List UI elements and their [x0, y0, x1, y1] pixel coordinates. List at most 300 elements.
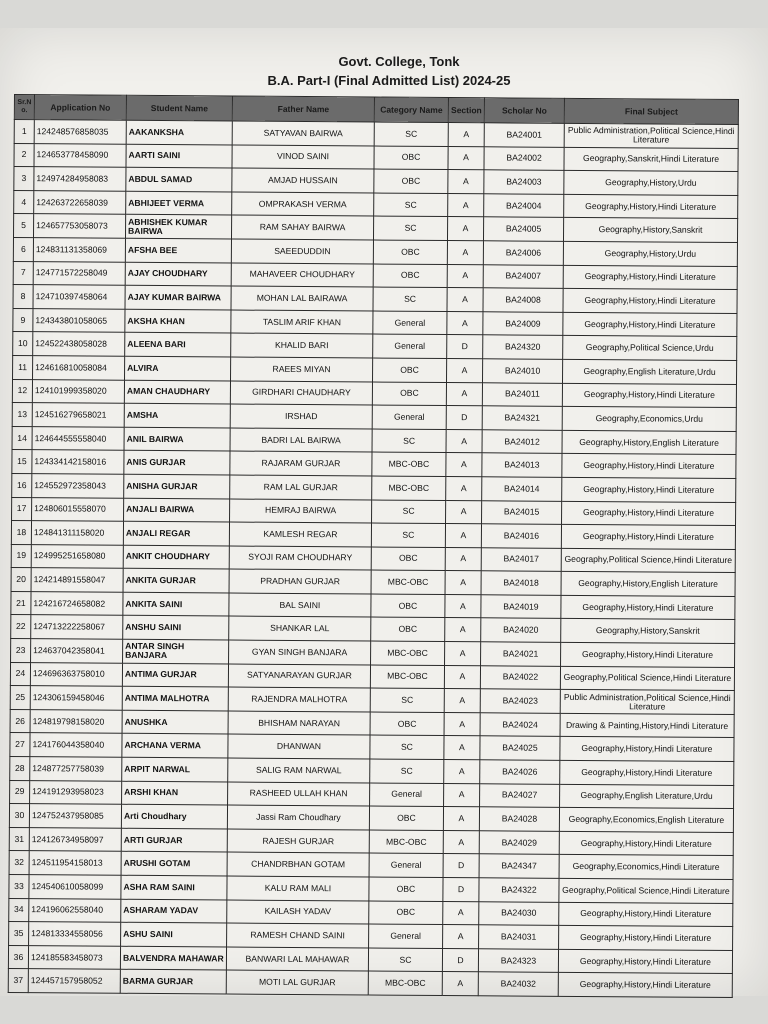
cell-scholar-no: BA24030 [479, 901, 559, 925]
cell-section: A [446, 500, 482, 524]
cell-scholar-no: BA24323 [478, 949, 558, 973]
cell-section: A [447, 217, 483, 241]
cell-application-no: 124214891558047 [31, 568, 123, 592]
cell-student-name: AFSHA BEE [125, 238, 231, 262]
cell-student-name: ARUSHI GOTAM [121, 852, 227, 876]
cell-final-subject: Geography,History,Hindi Literature [558, 973, 732, 998]
cell-final-subject: Geography,History,English Literature [561, 572, 735, 597]
cell-category: MBC-OBC [371, 570, 445, 594]
cell-sr-no: 6 [13, 237, 33, 261]
cell-final-subject: Geography,History,Hindi Literature [562, 383, 736, 408]
cell-final-subject: Geography,Sanskrit,Hindi Literature [564, 147, 738, 172]
cell-father-name: VINOD SAINI [232, 145, 374, 170]
cell-final-subject: Geography,History,Urdu [564, 171, 738, 196]
cell-final-subject: Geography,History,Hindi Literature [559, 831, 733, 856]
cell-final-subject: Geography,History,Hindi Literature [562, 477, 736, 502]
cell-scholar-no: BA24011 [482, 382, 562, 406]
cell-father-name: Jassi Ram Choudhary [227, 805, 369, 830]
cell-scholar-no: BA24027 [480, 783, 560, 807]
cell-final-subject: Geography,History,Hindi Literature [562, 454, 736, 479]
cell-section: A [446, 382, 482, 406]
cell-application-no: 124771572258049 [33, 261, 125, 285]
cell-sr-no: 9 [13, 308, 33, 332]
cell-student-name: ANIL BAIRWA [124, 427, 230, 451]
cell-sr-no: 17 [12, 497, 32, 521]
cell-application-no: 124334142158016 [32, 450, 124, 474]
cell-application-no: 124185583458073 [28, 945, 120, 969]
cell-final-subject: Geography,English Literature,Urdu [560, 784, 734, 809]
table-body [8, 120, 738, 998]
cell-scholar-no: BA24025 [480, 736, 560, 760]
cell-application-no: 124657753058073 [33, 214, 125, 238]
cell-father-name: KHALID BARI [231, 333, 373, 358]
cell-category: OBC [374, 146, 448, 170]
cell-student-name: ALVIRA [125, 356, 231, 380]
cell-father-name: MOHAN LAL BAIRAWA [231, 286, 373, 311]
cell-scholar-no: BA24347 [479, 854, 559, 878]
cell-student-name: ARSHI KHAN [122, 781, 228, 805]
cell-student-name: ANIS GURJAR [124, 451, 230, 475]
cell-section: A [445, 618, 481, 642]
cell-category: SC [374, 193, 448, 217]
cell-final-subject: Public Administration,Political Science,Hindi Literature [564, 123, 738, 148]
header-student-name: Student Name [126, 95, 232, 121]
cell-father-name: MOTI LAL GURJAR [226, 970, 368, 995]
cell-student-name: ARCHANA VERMA [122, 734, 228, 758]
cell-section: A [445, 642, 481, 666]
cell-final-subject: Geography,History,Hindi Literature [560, 737, 734, 762]
cell-category: SC [372, 429, 446, 453]
cell-final-subject: Geography,Economics,English Literature [559, 808, 733, 833]
cell-final-subject: Geography,History,Hindi Literature [559, 926, 733, 951]
cell-scholar-no: BA24008 [483, 288, 563, 312]
cell-section: A [448, 146, 484, 170]
cell-application-no: 124263722658039 [34, 190, 126, 214]
cell-section: A [448, 170, 484, 194]
cell-father-name: RAM LAL GURJAR [230, 475, 372, 500]
cell-final-subject: Geography,History,Hindi Literature [562, 501, 736, 526]
cell-application-no: 124974284958083 [34, 167, 126, 191]
cell-father-name: RAJARAM GURJAR [230, 451, 372, 476]
cell-application-no: 124995251658080 [31, 544, 123, 568]
admitted-list-table [8, 94, 739, 998]
cell-sr-no: 20 [11, 568, 31, 592]
cell-application-no: 124522438058028 [33, 332, 125, 356]
cell-application-no: 124616810058084 [33, 356, 125, 380]
cell-scholar-no: BA24009 [483, 312, 563, 336]
cell-section: A [444, 689, 480, 713]
cell-sr-no: 21 [11, 591, 31, 615]
cell-student-name: AMSHA [124, 403, 230, 427]
cell-application-no: 124710397458064 [33, 285, 125, 309]
cell-scholar-no: BA24026 [480, 760, 560, 784]
cell-section: D [443, 878, 479, 902]
header-scholar-no: Scholar No [484, 98, 564, 124]
cell-application-no: 124713222258067 [31, 615, 123, 639]
cell-category: SC [370, 688, 444, 712]
cell-sr-no: 34 [9, 898, 29, 922]
cell-scholar-no: BA24028 [479, 807, 559, 831]
cell-section: A [443, 807, 479, 831]
cell-student-name: ANTIMA GURJAR [122, 663, 228, 687]
cell-section: A [445, 547, 481, 571]
cell-father-name: SHANKAR LAL [229, 616, 371, 641]
cell-category: MBC-OBC [371, 641, 445, 665]
cell-section: A [445, 571, 481, 595]
cell-final-subject: Geography,Political Science,Hindi Literature [559, 878, 733, 903]
cell-father-name: AMJAD HUSSAIN [232, 168, 374, 193]
table-row [8, 969, 732, 998]
cell-section: A [447, 240, 483, 264]
cell-father-name: PRADHAN GURJAR [229, 569, 371, 594]
cell-final-subject: Geography,History,Hindi Literature [564, 194, 738, 219]
cell-category: MBC-OBC [368, 971, 442, 995]
cell-category: OBC [372, 382, 446, 406]
cell-final-subject: Geography,History,Hindi Literature [560, 760, 734, 785]
cell-application-no: 124343801058065 [33, 308, 125, 332]
cell-section: A [444, 783, 480, 807]
cell-section: A [445, 594, 481, 618]
cell-father-name: RAJENDRA MALHOTRA [228, 687, 370, 712]
cell-section: A [446, 476, 482, 500]
cell-student-name: ASHU SAINI [121, 922, 227, 946]
cell-scholar-no: BA24322 [479, 878, 559, 902]
cell-application-no: 124819798158020 [30, 709, 122, 733]
cell-application-no: 124696363758010 [30, 662, 122, 686]
cell-father-name: RAEES MIYAN [231, 357, 373, 382]
cell-scholar-no: BA24032 [478, 972, 558, 996]
cell-category: OBC [371, 617, 445, 641]
cell-section: A [447, 288, 483, 312]
cell-father-name: SYOJI RAM CHOUDHARY [229, 546, 371, 571]
cell-application-no: 124841311158020 [31, 521, 123, 545]
cell-sr-no: 15 [12, 450, 32, 474]
cell-application-no: 124877257758039 [30, 757, 122, 781]
cell-category: General [370, 783, 444, 807]
cell-student-name: AARTI SAINI [126, 144, 232, 168]
cell-sr-no: 33 [9, 874, 29, 898]
cell-student-name: ANSHU SAINI [123, 616, 229, 640]
cell-student-name: ANJALI BAIRWA [124, 498, 230, 522]
cell-student-name: BARMA GURJAR [120, 970, 226, 994]
header-section: Section [448, 98, 484, 123]
cell-section: D [442, 948, 478, 972]
cell-category: MBC-OBC [372, 476, 446, 500]
cell-scholar-no: BA24004 [484, 194, 564, 218]
cell-section: A [443, 901, 479, 925]
cell-father-name: BANWARI LAL MAHAWAR [226, 947, 368, 972]
cell-scholar-no: BA24015 [482, 500, 562, 524]
cell-sr-no: 4 [14, 190, 34, 214]
cell-category: OBC [369, 901, 443, 925]
cell-father-name: BHISHAM NARAYAN [228, 711, 370, 736]
cell-final-subject: Geography,Economics,Urdu [562, 406, 736, 431]
cell-student-name: ANKITA GURJAR [123, 569, 229, 593]
cell-section: A [444, 760, 480, 784]
cell-father-name: SALIG RAM NARWAL [228, 758, 370, 783]
cell-category: OBC [369, 877, 443, 901]
cell-application-no: 124196062558040 [29, 898, 121, 922]
cell-father-name: CHANDRBHAN GOTAM [227, 852, 369, 877]
cell-sr-no: 30 [9, 804, 29, 828]
header-category-name: Category Name [374, 97, 448, 123]
cell-category: SC [372, 500, 446, 524]
cell-father-name: GIRDHARI CHAUDHARY [230, 381, 372, 406]
cell-final-subject: Geography,Economics,Hindi Literature [559, 855, 733, 880]
header-application-no: Application No [34, 95, 126, 121]
cell-sr-no: 32 [9, 851, 29, 875]
cell-student-name: Arti Choudhary [121, 804, 227, 828]
cell-father-name: KAMLESH REGAR [229, 522, 371, 547]
cell-category: SC [374, 122, 448, 146]
cell-scholar-no: BA24014 [482, 477, 562, 501]
cell-section: A [442, 972, 478, 996]
cell-father-name: SAEEDUDDIN [231, 239, 373, 264]
cell-sr-no: 18 [11, 521, 31, 545]
cell-category: MBC-OBC [369, 830, 443, 854]
cell-father-name: TASLIM ARIF KHAN [231, 310, 373, 335]
cell-student-name: BALVENDRA MAHAWAR [120, 946, 226, 970]
cell-final-subject: Geography,English Literature,Urdu [562, 359, 736, 384]
cell-father-name: IRSHAD [230, 404, 372, 429]
cell-father-name: BAL SAINI [229, 593, 371, 618]
document-header [0, 54, 768, 88]
cell-father-name: RAMESH CHAND SAINI [227, 923, 369, 948]
cell-student-name: ASHARAM YADAV [121, 899, 227, 923]
cell-application-no: 124248576858035 [34, 120, 126, 144]
cell-student-name: ABDUL SAMAD [126, 167, 232, 191]
cell-sr-no: 29 [10, 780, 30, 804]
cell-sr-no: 35 [9, 922, 29, 946]
cell-final-subject: Drawing & Painting,History,Hindi Literature [560, 713, 734, 738]
cell-sr-no: 28 [10, 757, 30, 781]
cell-category: OBC [371, 547, 445, 571]
cell-section: A [447, 311, 483, 335]
cell-sr-no: 14 [12, 426, 32, 450]
cell-sr-no: 26 [10, 709, 30, 733]
cell-father-name: KALU RAM MALI [227, 876, 369, 901]
cell-father-name: SATYAVAN BAIRWA [232, 121, 374, 146]
header-sr-no: Sr.N o. [14, 95, 34, 120]
cell-scholar-no: BA24016 [481, 524, 561, 548]
cell-scholar-no: BA24007 [483, 264, 563, 288]
cell-application-no: 124516279658021 [32, 403, 124, 427]
cell-final-subject: Geography,History,Urdu [563, 241, 737, 266]
cell-final-subject: Geography,History,Hindi Literature [563, 312, 737, 337]
cell-category: SC [373, 287, 447, 311]
cell-sr-no: 11 [13, 355, 33, 379]
cell-scholar-no: BA24013 [482, 453, 562, 477]
cell-student-name: ABHISHEK KUMAR BAIRWA [125, 215, 231, 239]
cell-final-subject: Geography,Political Science,Hindi Literature [560, 666, 734, 691]
cell-application-no: 124813334558056 [29, 922, 121, 946]
cell-student-name: ALEENA BARI [125, 333, 231, 357]
cell-father-name: RAJESH GURJAR [227, 829, 369, 854]
cell-student-name: ANTAR SINGH BANJARA [123, 639, 229, 663]
cell-sr-no: 12 [12, 379, 32, 403]
cell-section: A [448, 193, 484, 217]
cell-final-subject: Geography,History,Hindi Literature [563, 288, 737, 313]
cell-student-name: ABHIJEET VERMA [126, 191, 232, 215]
cell-father-name: MAHAVEER CHOUDHARY [231, 263, 373, 288]
cell-category: General [373, 334, 447, 358]
cell-application-no: 124216724658082 [31, 592, 123, 616]
cell-section: A [445, 524, 481, 548]
cell-final-subject: Geography,History,Hindi Literature [563, 265, 737, 290]
cell-scholar-no: BA24320 [483, 335, 563, 359]
cell-category: SC [370, 735, 444, 759]
cell-sr-no: 16 [12, 473, 32, 497]
cell-final-subject: Geography,History,Hindi Literature [558, 949, 732, 974]
header-final-subject: Final Subject [564, 98, 738, 124]
cell-student-name: AAKANKSHA [126, 120, 232, 144]
cell-student-name: AKSHA KHAN [125, 309, 231, 333]
cell-category: OBC [373, 240, 447, 264]
cell-student-name: ANKIT CHOUDHARY [123, 545, 229, 569]
cell-application-no: 124126734958097 [29, 827, 121, 851]
cell-application-no: 124176044358040 [30, 733, 122, 757]
college-title: Govt. College, Tonk [338, 54, 460, 69]
cell-application-no: 124552972358043 [32, 474, 124, 498]
cell-application-no: 124540610058099 [29, 875, 121, 899]
cell-final-subject: Geography,History,Sanskrit [561, 619, 735, 644]
cell-category: SC [368, 948, 442, 972]
cell-section: A [444, 712, 480, 736]
cell-section: A [446, 358, 482, 382]
cell-category: MBC-OBC [372, 452, 446, 476]
cell-scholar-no: BA24005 [483, 217, 563, 241]
cell-sr-no: 3 [14, 167, 34, 191]
cell-scholar-no: BA24021 [481, 642, 561, 666]
cell-sr-no: 27 [10, 733, 30, 757]
cell-father-name: RASHEED ULLAH KHAN [228, 782, 370, 807]
cell-section: D [446, 406, 482, 430]
cell-category: MBC-OBC [370, 665, 444, 689]
cell-final-subject: Geography,History,Hindi Literature [561, 524, 735, 549]
cell-student-name: ASHA RAM SAINI [121, 875, 227, 899]
cell-sr-no: 8 [13, 285, 33, 309]
cell-scholar-no: BA24018 [481, 571, 561, 595]
cell-category: OBC [373, 358, 447, 382]
cell-application-no: 124457157958052 [28, 969, 120, 993]
cell-final-subject: Geography,History,Sanskrit [563, 218, 737, 243]
cell-section: A [443, 925, 479, 949]
cell-sr-no: 10 [13, 332, 33, 356]
cell-sr-no: 23 [11, 639, 31, 663]
cell-category: OBC [374, 169, 448, 193]
cell-section: A [448, 123, 484, 147]
cell-father-name: RAM SAHAY BAIRWA [231, 215, 373, 240]
cell-scholar-no: BA24019 [481, 595, 561, 619]
cell-sr-no: 2 [14, 143, 34, 167]
cell-student-name: AJAY CHOUDHARY [125, 262, 231, 286]
cell-scholar-no: BA24001 [484, 123, 564, 147]
header-father-name: Father Name [232, 96, 374, 122]
cell-application-no: 124101999358020 [32, 379, 124, 403]
cell-sr-no: 24 [10, 662, 30, 686]
cell-father-name: DHANWAN [228, 734, 370, 759]
cell-category: SC [371, 523, 445, 547]
cell-category: General [372, 405, 446, 429]
cell-student-name: ANTIMA MALHOTRA [122, 687, 228, 711]
cell-scholar-no: BA24321 [482, 406, 562, 430]
cell-student-name: ARPIT NARWAL [122, 757, 228, 781]
cell-section: D [447, 335, 483, 359]
cell-student-name: ARTI GURJAR [121, 828, 227, 852]
cell-section: A [446, 429, 482, 453]
cell-scholar-no: BA24012 [482, 429, 562, 453]
cell-father-name: HEMRAJ BAIRWA [230, 499, 372, 524]
cell-sr-no: 22 [11, 615, 31, 639]
cell-scholar-no: BA24006 [483, 241, 563, 265]
cell-student-name: ANUSHKA [122, 710, 228, 734]
cell-student-name: AJAY KUMAR BAIRWA [125, 285, 231, 309]
cell-section: A [446, 453, 482, 477]
cell-category: SC [370, 759, 444, 783]
cell-category: SC [373, 216, 447, 240]
cell-section: A [444, 665, 480, 689]
cell-sr-no: 13 [12, 403, 32, 427]
cell-father-name: SATYANARAYAN GURJAR [228, 664, 370, 689]
cell-category: OBC [373, 264, 447, 288]
cell-sr-no: 36 [8, 945, 28, 969]
cell-category: OBC [369, 806, 443, 830]
cell-father-name: BADRI LAL BAIRWA [230, 428, 372, 453]
cell-sr-no: 1 [14, 120, 34, 144]
cell-category: General [369, 924, 443, 948]
cell-application-no: 124191293958023 [30, 780, 122, 804]
cell-sr-no: 25 [10, 686, 30, 710]
cell-application-no: 124306159458046 [30, 686, 122, 710]
cell-scholar-no: BA24024 [480, 713, 560, 737]
list-subtitle: B.A. Part-I (Final Admitted List) 2024-25 [267, 73, 511, 88]
cell-scholar-no: BA24029 [479, 831, 559, 855]
cell-student-name: AMAN CHAUDHARY [124, 380, 230, 404]
cell-section: D [443, 854, 479, 878]
cell-final-subject: Geography,History,English Literature [562, 430, 736, 455]
cell-scholar-no: BA24020 [481, 618, 561, 642]
cell-scholar-no: BA24003 [484, 170, 564, 194]
cell-student-name: ANKITA SAINI [123, 592, 229, 616]
cell-sr-no: 5 [13, 214, 33, 238]
cell-final-subject: Geography,History,Hindi Literature [561, 595, 735, 620]
cell-scholar-no: BA24031 [479, 925, 559, 949]
cell-category: General [373, 311, 447, 335]
cell-section: A [444, 736, 480, 760]
cell-final-subject: Geography,History,Hindi Literature [561, 642, 735, 667]
cell-scholar-no: BA24017 [481, 547, 561, 571]
cell-application-no: 124511954158013 [29, 851, 121, 875]
cell-application-no: 124752437958085 [29, 804, 121, 828]
cell-sr-no: 7 [13, 261, 33, 285]
cell-final-subject: Geography,History,Hindi Literature [559, 902, 733, 927]
cell-student-name: ANJALI REGAR [123, 521, 229, 545]
cell-final-subject: Geography,Political Science,Hindi Literature [561, 548, 735, 573]
cell-scholar-no: BA24010 [482, 359, 562, 383]
cell-section: A [447, 264, 483, 288]
cell-application-no: 124653778458090 [34, 143, 126, 167]
cell-scholar-no: BA24023 [480, 689, 560, 713]
cell-category: OBC [370, 712, 444, 736]
cell-section: A [443, 830, 479, 854]
cell-final-subject: Geography,Political Science,Urdu [563, 336, 737, 361]
cell-application-no: 124644555558040 [32, 426, 124, 450]
cell-sr-no: 31 [9, 827, 29, 851]
cell-father-name: GYAN SINGH BANJARA [229, 640, 371, 665]
cell-father-name: KAILASH YADAV [227, 900, 369, 925]
cell-final-subject: Public Administration,Political Science,Hindi Literature [560, 690, 734, 715]
cell-sr-no: 37 [8, 969, 28, 993]
